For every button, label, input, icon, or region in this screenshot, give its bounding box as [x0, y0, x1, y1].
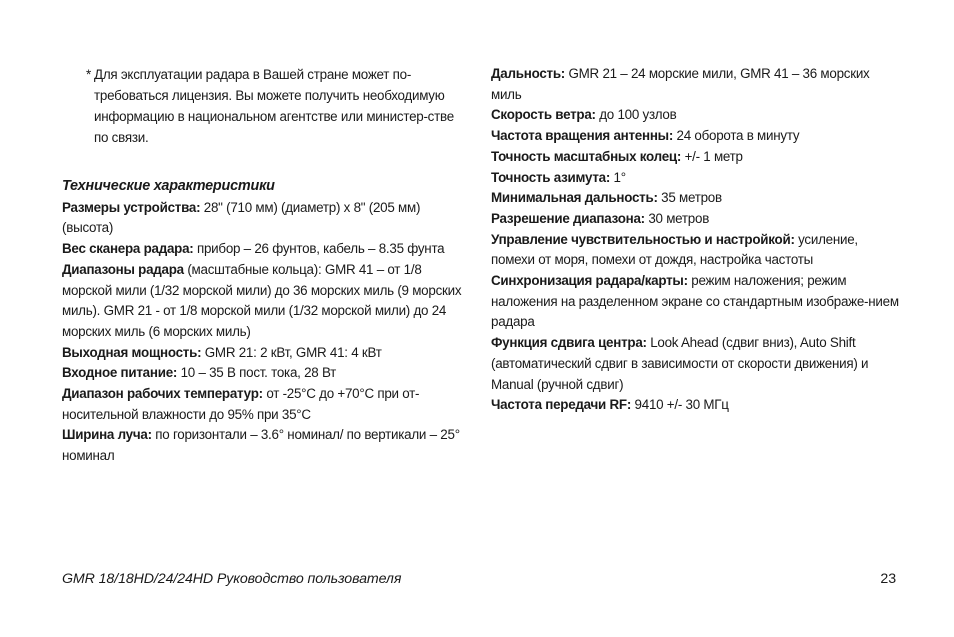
spec-label: Размеры устройства:	[62, 199, 201, 215]
spec-item	[62, 363, 466, 384]
spec-item	[491, 126, 901, 147]
spec-label: Функция сдвига центра:	[491, 335, 647, 351]
spec-label: Минимальная дальность:	[491, 190, 658, 206]
spec-item	[491, 147, 901, 168]
spec-value: режим наложения; режим наложения на разделенном экране со стандартным изображе-нием радара	[491, 273, 899, 330]
spec-item	[62, 384, 466, 425]
spec-item	[491, 105, 901, 126]
spec-value: 24 оборота в минуту	[673, 128, 800, 144]
spec-item	[491, 209, 901, 230]
spec-label: Входное питание:	[62, 365, 178, 381]
page-footer	[62, 571, 896, 587]
spec-value: 9410 +/- 30 МГц	[631, 397, 729, 413]
footnote-text: Для эксплуатации радара в Вашей стране может по-требоваться лицензия. Вы можете получить необходимую информацию в национальном агентстве или министер-стве по связи.	[94, 67, 454, 145]
spec-value: +/- 1 метр	[681, 148, 743, 164]
spec-value: GMR 21: 2 кВт, GMR 41: 4 кВт	[201, 344, 382, 360]
spec-label: Разрешение диапазона:	[491, 210, 645, 226]
spec-label: Частота вращения антенны:	[491, 128, 674, 144]
spec-value: 10 – 35 В пост. тока, 28 Вт	[177, 365, 337, 381]
spec-label: Дальность:	[491, 66, 566, 81]
spec-item	[491, 168, 901, 189]
left-column	[62, 64, 466, 467]
right-column	[491, 64, 901, 416]
spec-label: Вес сканера радара:	[62, 241, 194, 257]
spec-label: Синхронизация радара/карты:	[491, 273, 688, 289]
spec-item	[491, 64, 901, 105]
spec-value: прибор – 26 фунтов, кабель – 8.35 фунта	[193, 241, 445, 257]
spec-label: Точность азимута:	[491, 169, 611, 185]
spec-label: Скорость ветра:	[491, 107, 596, 123]
spec-item	[491, 271, 901, 333]
spec-item	[491, 333, 901, 395]
spec-item	[62, 425, 466, 466]
footnote-marker: *	[86, 67, 91, 82]
page-number: 23	[880, 571, 896, 587]
spec-value: 1°	[610, 169, 626, 185]
spec-label: Ширина луча:	[62, 427, 152, 443]
spec-value: усиление, помехи от моря, помехи от дождя, настройка частоты	[491, 231, 858, 268]
spec-value: по горизонтали – 3.6° номинал/ по вертикали – 25° номинал	[62, 427, 460, 464]
spec-value: 28" (710 мм) (диаметр) x 8" (205 мм) (высота)	[62, 199, 421, 236]
spec-item	[62, 239, 466, 260]
spec-label: Диапазоны радара	[62, 261, 184, 277]
spec-value: до 100 узлов	[595, 107, 677, 123]
section-heading: Технические характеристики	[62, 178, 275, 194]
spec-item	[62, 260, 466, 343]
spec-value: от -25°C до +70°C при от-носительной влажности до 95% при 35°C	[62, 386, 420, 422]
spec-label: Точность масштабных колец:	[491, 148, 682, 164]
manual-title: GMR 18/18HD/24/24HD Руководство пользователя	[62, 571, 402, 587]
spec-label: Диапазон рабочих температур:	[62, 386, 263, 402]
spec-item	[491, 395, 901, 416]
spec-value: Look Ahead (сдвиг вниз), Auto Shift (автоматический сдвиг в зависимости от скорости движения) и Manual (ручной сдвиг)	[491, 335, 869, 392]
spec-value: 35 метров	[657, 190, 722, 206]
spec-value: GMR 21 – 24 морские мили, GMR 41 – 36 морских миль	[491, 66, 870, 102]
spec-value: (масштабные кольца): GMR 41 – от 1/8 морской мили (1/32 морской мили) до 36 морских миль (9 морских миль). GMR 21 - от 1/8 морской мили (1/32 морской мили) до 24 морских миль (6 морских миль)	[62, 261, 462, 339]
spec-item	[491, 188, 901, 209]
license-footnote	[62, 64, 466, 148]
spec-label: Выходная мощность:	[62, 344, 202, 360]
spec-value: 30 метров	[644, 210, 710, 226]
spec-item	[62, 343, 466, 364]
spec-item	[62, 198, 466, 239]
spec-label: Управление чувствительностью и настройкой:	[491, 231, 795, 247]
spec-label: Частота передачи RF:	[491, 397, 632, 413]
spec-item	[491, 230, 901, 271]
